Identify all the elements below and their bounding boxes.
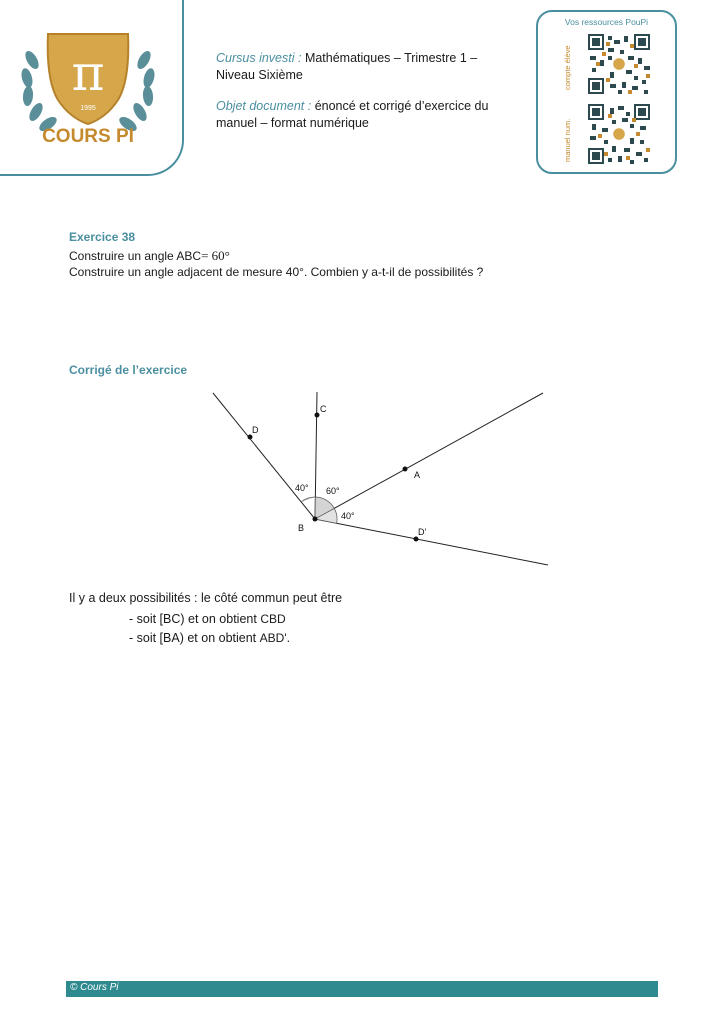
objet-value-1: énoncé et corrigé d’exercice du [314,99,489,113]
pi-symbol-icon: π [71,44,105,102]
angle-abdp [260,630,287,645]
label-b: B [298,523,305,533]
geometry-figure [200,385,560,575]
cours-pi-logo [18,20,158,150]
label-manuel-num: manuel num. [563,118,572,162]
point-c [315,413,320,418]
qr-code-icon[interactable] [586,32,652,96]
point-d [248,435,253,440]
logo-text: COURS PI [42,126,134,147]
answer-line-3 [129,630,290,646]
label-dp: D' [418,527,427,537]
footer-bar [66,981,658,997]
answer-line-2 [129,611,286,627]
logo-box [0,0,184,176]
point-a [403,467,408,472]
cursus-line [216,50,516,84]
answer-line-3-suffix: . [286,631,291,645]
angle-arc-40-left [301,497,315,502]
ray-ba [315,393,543,519]
cursus-value-1: Mathématiques – Trimestre 1 – [304,51,478,65]
exercise-line-1-text: Construire un angle [69,249,174,263]
point-b [313,517,318,522]
cursus-label: Cursus investi : [216,51,302,65]
ray-bdp [315,519,548,565]
angle-abc-value: = 60° [201,248,230,263]
objet-label: Objet document : [216,99,312,113]
label-c: C [320,404,327,414]
qr-code-icon[interactable] [586,102,652,166]
ray-bd [213,393,315,519]
footer-copyright: © Cours Pi [70,982,119,993]
label-angle-40-left: 40° [295,483,309,493]
exercise-title: Exercice 38 [69,230,136,244]
label-angle-40-right: 40° [341,511,355,521]
document-meta [216,50,516,146]
answer-line-3-text: - soit [BA) et on obtient [129,631,257,645]
objet-value-2: manuel – format numérique [216,116,369,130]
angle-abc [176,248,229,263]
angle-abc-name: ABC [176,249,202,263]
cursus-value-2: Niveau Sixième [216,68,303,82]
exercise-line-2: Construire un angle adjacent de mesure 40°. Combien y a-t-il de possibilités ? [69,265,484,279]
exercise-line-1 [69,248,230,264]
resources-title: Vos ressources PouPi [564,17,649,27]
answer-line-1: Il y a deux possibilités : le côté commun peut être [69,591,343,605]
resources-box [536,10,677,174]
point-dp [414,537,419,542]
answer-line-2-text: - soit [BC) et on obtient [129,612,257,626]
label-angle-60: 60° [326,486,340,496]
objet-line [216,98,516,132]
label-a: A [414,470,421,480]
correction-title: Corrigé de l’exercice [69,363,188,377]
angle-abdp-name: ABD' [259,631,287,645]
logo-year: 1995 [80,105,96,112]
angle-cbd [260,611,285,626]
label-d: D [252,425,259,435]
label-compte-eleve: compte élève [563,45,572,90]
angle-cbd-name: CBD [260,612,286,626]
